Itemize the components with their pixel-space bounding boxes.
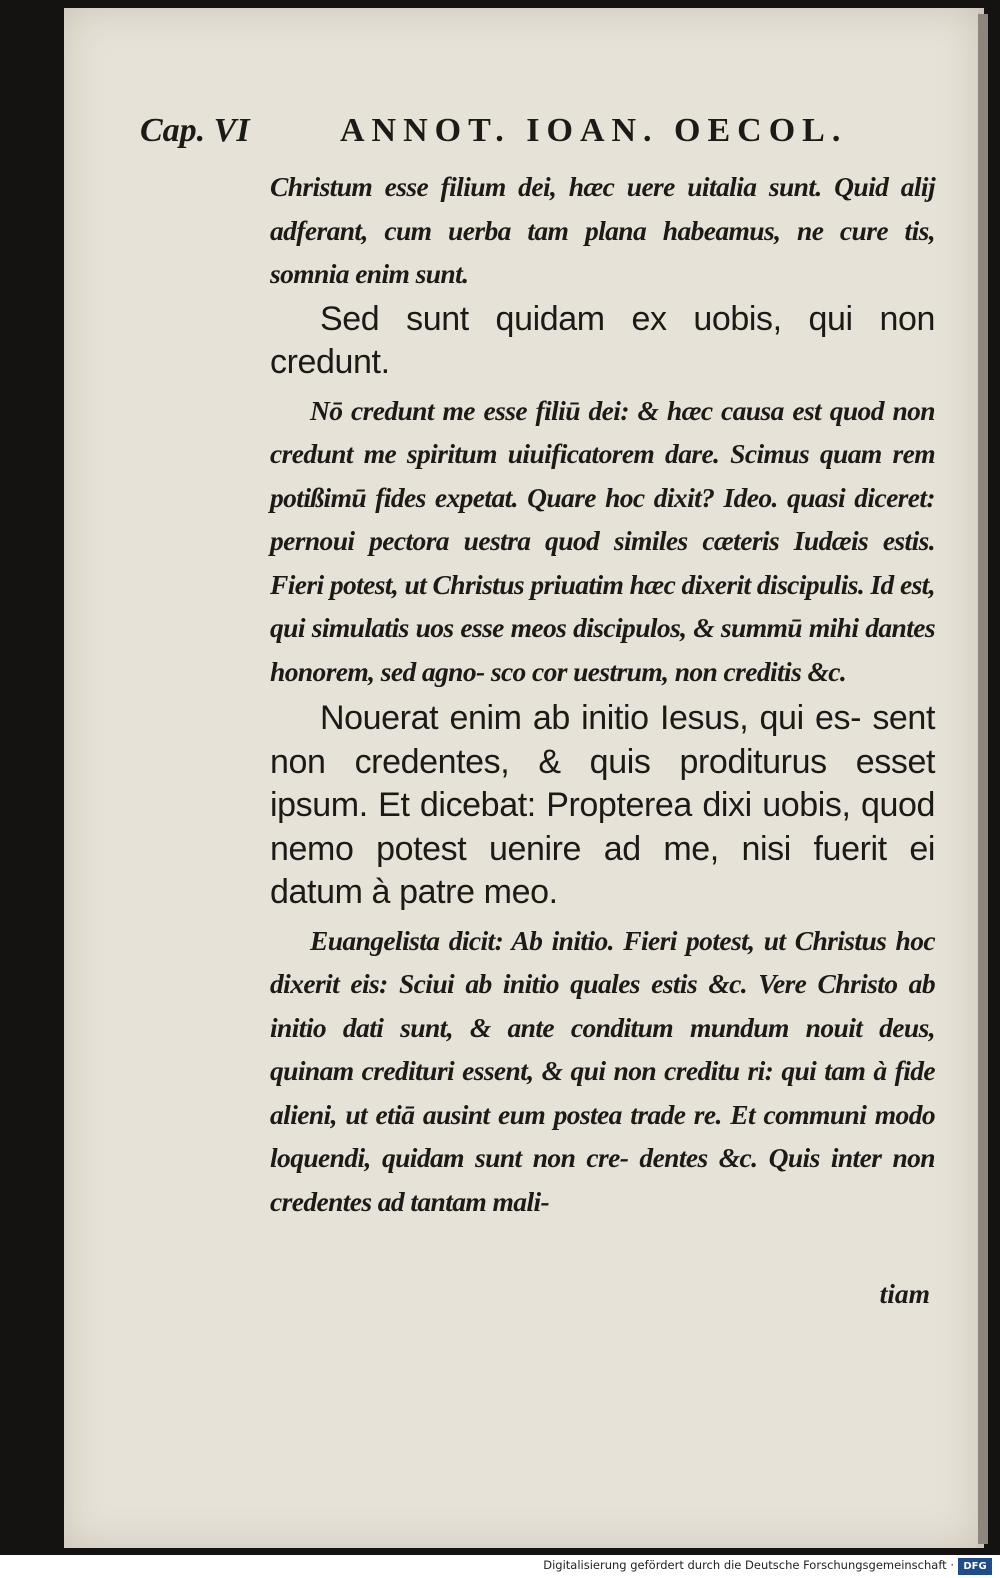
running-title: ANNOT. IOAN. OECOL.: [340, 112, 848, 149]
chapter-label: Cap. VI: [140, 112, 250, 149]
page-edge: [978, 14, 988, 1544]
dfg-logo: DFG: [958, 1558, 992, 1575]
text-block: [270, 165, 935, 1223]
commentary-paragraph-1: Christum esse filium dei, hæc uere uitalia sunt. Quid alij adferant, cum uerba tam plana habeamus, ne cure tis, somnia enim sunt.: [270, 171, 935, 289]
scripture-paragraph-2: Nouerat enim ab initio Iesus, qui es- sent non credentes, & quis proditurus esset ipsum. Et dicebat: Propterea dixi uobis, quod nemo potest uenire ad me, nisi fuerit ei datum à patre meo.: [270, 699, 935, 911]
scripture-paragraph-1: Sed sunt quidam ex uobis, qui non credunt.: [270, 299, 935, 381]
catchword: tiam: [879, 1278, 930, 1309]
commentary-paragraph-3: Euangelista dicit: Ab initio. Fieri potest, ut Christus hoc dixerit eis: Sciui ab initio quales estis &c. Vere Christo ab initio dati sunt, & ante conditum mundum nouit deus, quinam credituri essent, & qui non creditu ri: qui tam à fide alieni, ut etiā ausint eum postea trade re. Et communi modo loquendi, quidam sunt non cre- dentes &c. Quis inter non credentes ad tantam mali-: [270, 924, 935, 1217]
commentary-paragraph-2: Nō credunt me esse filiū dei: & hæc causa est quod non credunt me spiritum uiuificatorem dare. Scimus quam rem potißimū fides expetat. Quare hoc dixit? Ideo. quasi diceret: pernoui pectora uestra quod similes cæteris Iudæis estis. Fieri potest, ut Christus priuatim hæc dixerit discipulis. Id est, qui simulatis uos esse meos discipulos, & summū mihi dantes honorem, sed agno- sco cor uestrum, non creditis &c.: [270, 394, 935, 687]
running-head: [140, 112, 940, 162]
digitization-credit: Digitalisierung gefördert durch die Deutsche Forschungsgemeinschaft ·: [543, 1558, 954, 1572]
